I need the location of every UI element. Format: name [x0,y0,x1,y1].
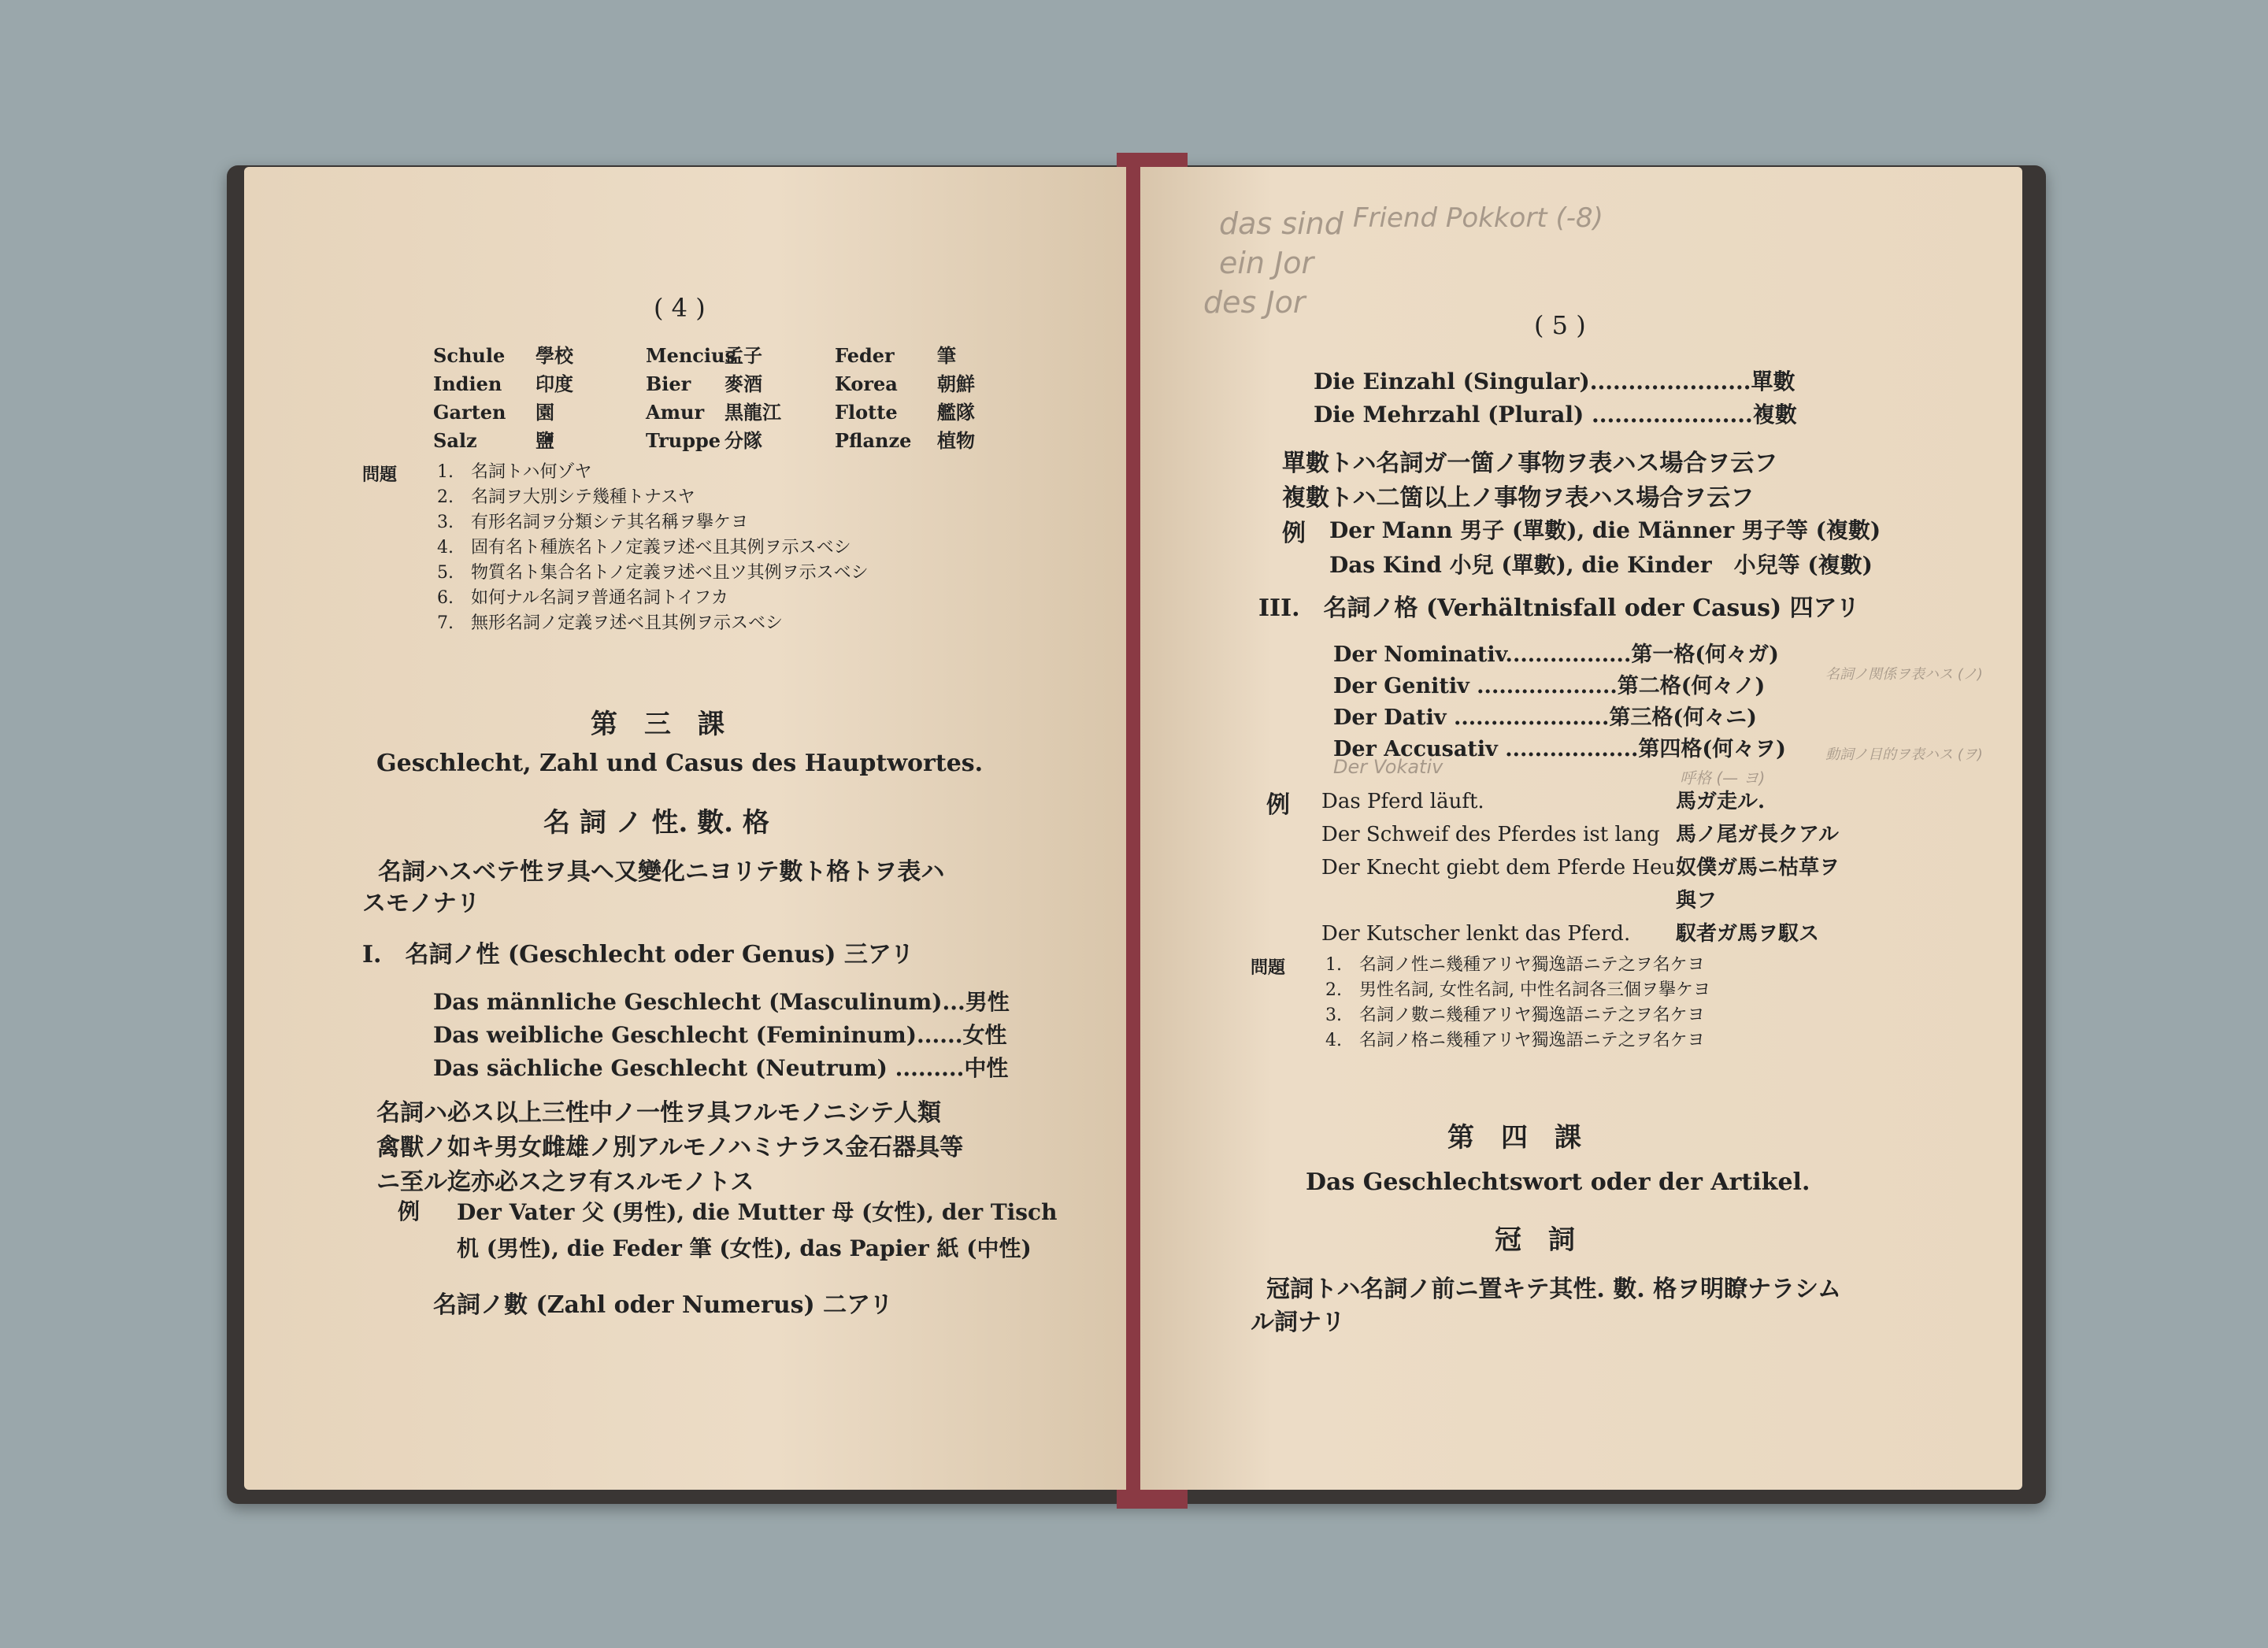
definition-block: 單數トハ名詞ガ一箇ノ事物ヲ表ハス場合ヲ云フ 複數トハ二箇以上ノ事物ヲ表ハス場合ヲ云フ [1282,450,1778,512]
example-label: 例 [1266,791,1290,819]
case-examples [1321,785,1840,950]
handwritten-note: 動詞ノ目的ヲ表ハス (ヲ) [1825,746,1983,763]
handwritten-note: 呼格 (— ヨ) [1680,768,1766,787]
vocab-table [433,342,975,455]
list-item: Die Mehrzahl (Plural) .....................複數 [1314,402,1797,428]
list-item: Das männliche Geschlecht (Masculinum)...男性 [433,989,1010,1015]
handwritten-note: Friend Pokkort (-8) [1353,202,1603,234]
example-block: Der Vater 父 (男性), die Mutter 母 (女性), der Tisch 机 (男性), die Feder 筆 (女性), das Papier 紙 (中性) [457,1199,1058,1261]
list-item: 1. 名詞ノ性ニ幾種アリヤ獨逸語ニテ之ヲ名ケヨ [1325,955,1705,975]
handwritten-note: des Jor [1203,285,1306,320]
list-item: Der Kutscher lenkt das Pferd. 馭者ガ馬ヲ馭ス [1321,922,1820,946]
questions-label: 問題 [1251,957,1286,978]
list-item: 4. 名詞ノ格ニ幾種アリヤ獨逸語ニテ之ヲ名ケヨ [1325,1031,1705,1050]
section-heading: III. 名詞ノ格 (Verhältnisfall oder Casus) 四アリ [1258,594,1860,622]
lesson-japanese-title: 冠 詞 [1495,1224,1575,1256]
vocab-row: Indien 印度 Bier 麥酒 Korea 朝鮮 [433,372,975,395]
page-number: ( 4 ) [654,293,706,323]
list-item: Das weibliche Geschlecht (Femininum)......女性 [433,1022,1007,1048]
case-list [1333,639,1786,765]
list-item: 5. 物質名ト集合名トノ定義ヲ述ベ且ツ其例ヲ示スベシ [437,563,869,583]
list-item: 1. 名詞トハ何ゾヤ [437,462,592,482]
section-heading: 名詞ノ數 (Zahl oder Numerus) 二アリ [433,1291,893,1319]
list-item: Der Genitiv ...................第二格(何々ノ) [1333,674,1766,698]
list-item: Die Einzahl (Singular).....................單數 [1314,368,1796,394]
intro-line: 名詞ハスベテ性ヲ具ヘ又變化ニヨリテ數ト格トヲ表ハ [378,858,945,886]
intro-line: 冠詞トハ名詞ノ前ニ置キテ其性. 數. 格ヲ明瞭ナラシム [1266,1276,1841,1303]
list-item: 3. 有形名詞ヲ分類シテ其名稱ヲ擧ケヨ [437,513,748,532]
left-page [244,167,1126,1490]
vocab-row: Salz 鹽 Truppe 分隊 Pflanze 植物 [433,429,975,452]
paragraph: 名詞ハ必ス以上三性中ノ一性ヲ具フルモノニシテ人類 禽獸ノ如キ男女雌雄ノ別アルモノハミナラス金石器具等 ニ至ル迄亦必ス之ヲ有スルモノトス [376,1099,964,1196]
list-item: 與フ [1676,889,1718,913]
intro-line: ル詞ナリ [1251,1309,1345,1336]
list-item: 7. 無形名詞ノ定義ヲ述ベ且其例ヲ示スベシ [437,613,783,633]
handwritten-note: ein Jor [1219,246,1314,280]
list-item: Der Accusativ ..................第四格(何々ヲ) [1333,737,1786,761]
list-item: 2. 男性名詞, 女性名詞, 中性名詞各三個ヲ擧ケヨ [1325,980,1710,1000]
open-book [227,157,2038,1504]
lesson-title: 第 四 課 [1447,1122,1581,1154]
list-item: 2. 名詞ヲ大別シテ幾種トナスヤ [437,487,695,507]
lesson-japanese-title: 名 詞 ノ 性. 數. 格 [543,807,769,839]
list-item: Der Schweif des Pferdes ist lang 馬ノ尾ガ長クアル [1321,823,1839,846]
questions-list [1325,953,1710,1054]
handwritten-note: 名詞ノ関係ヲ表ハス (ノ) [1825,666,1983,683]
vocab-row: Garten 園 Amur 黒龍江 Flotte 艦隊 [433,401,975,424]
section-heading: I. 名詞ノ性 (Geschlecht oder Genus) 三アリ [362,941,914,968]
list-item: 3. 名詞ノ數ニ幾種アリヤ獨逸語ニテ之ヲ名ケヨ [1325,1005,1705,1025]
lesson-title: 第 三 課 [591,709,724,740]
list-item: Das Pferd läuft. 馬ガ走ル. [1321,790,1766,813]
list-item: Das sächliche Geschlecht (Neutrum) .........中性 [433,1055,1009,1081]
page-number: ( 5 ) [1534,310,1586,340]
number-list [1314,365,1797,431]
questions-label: 問題 [362,465,398,485]
list-item: Der Dativ .....................第三格(何々ニ) [1333,705,1757,730]
gender-list [433,986,1010,1085]
intro-line: スモノナリ [362,890,480,917]
handwritten-note: das sind [1219,206,1343,241]
list-item: Der Nominativ.................第一格(何々ガ) [1333,643,1779,667]
list-item: 4. 固有名ト種族名トノ定義ヲ述ベ且其例ヲ示スベシ [437,538,851,557]
list-item: Der Knecht giebt dem Pferde Heu. 奴僕ガ馬ニ枯草ヲ [1321,856,1840,880]
vocab-row: Schule 學校 Mencius 孟子 Feder 筆 [433,344,956,367]
example-label: 例 [398,1198,421,1224]
handwritten-note: Der Vokativ [1333,756,1443,778]
lesson-german-title: Geschlecht, Zahl und Casus des Hauptwortes. [376,750,984,777]
lesson-german-title: Das Geschlechtswort oder der Artikel. [1306,1168,1810,1196]
list-item: 6. 如何ナル名詞ヲ普通名詞トイフカ [437,588,728,608]
questions-list [437,460,869,636]
example-label: 例 [1282,520,1306,547]
right-page [1140,167,2022,1490]
example-block: Der Mann 男子 (單數), die Männer 男子等 (複數) Das Kind 小兒 (單數), die Kinder 小兒等 (複數) [1329,517,1881,578]
